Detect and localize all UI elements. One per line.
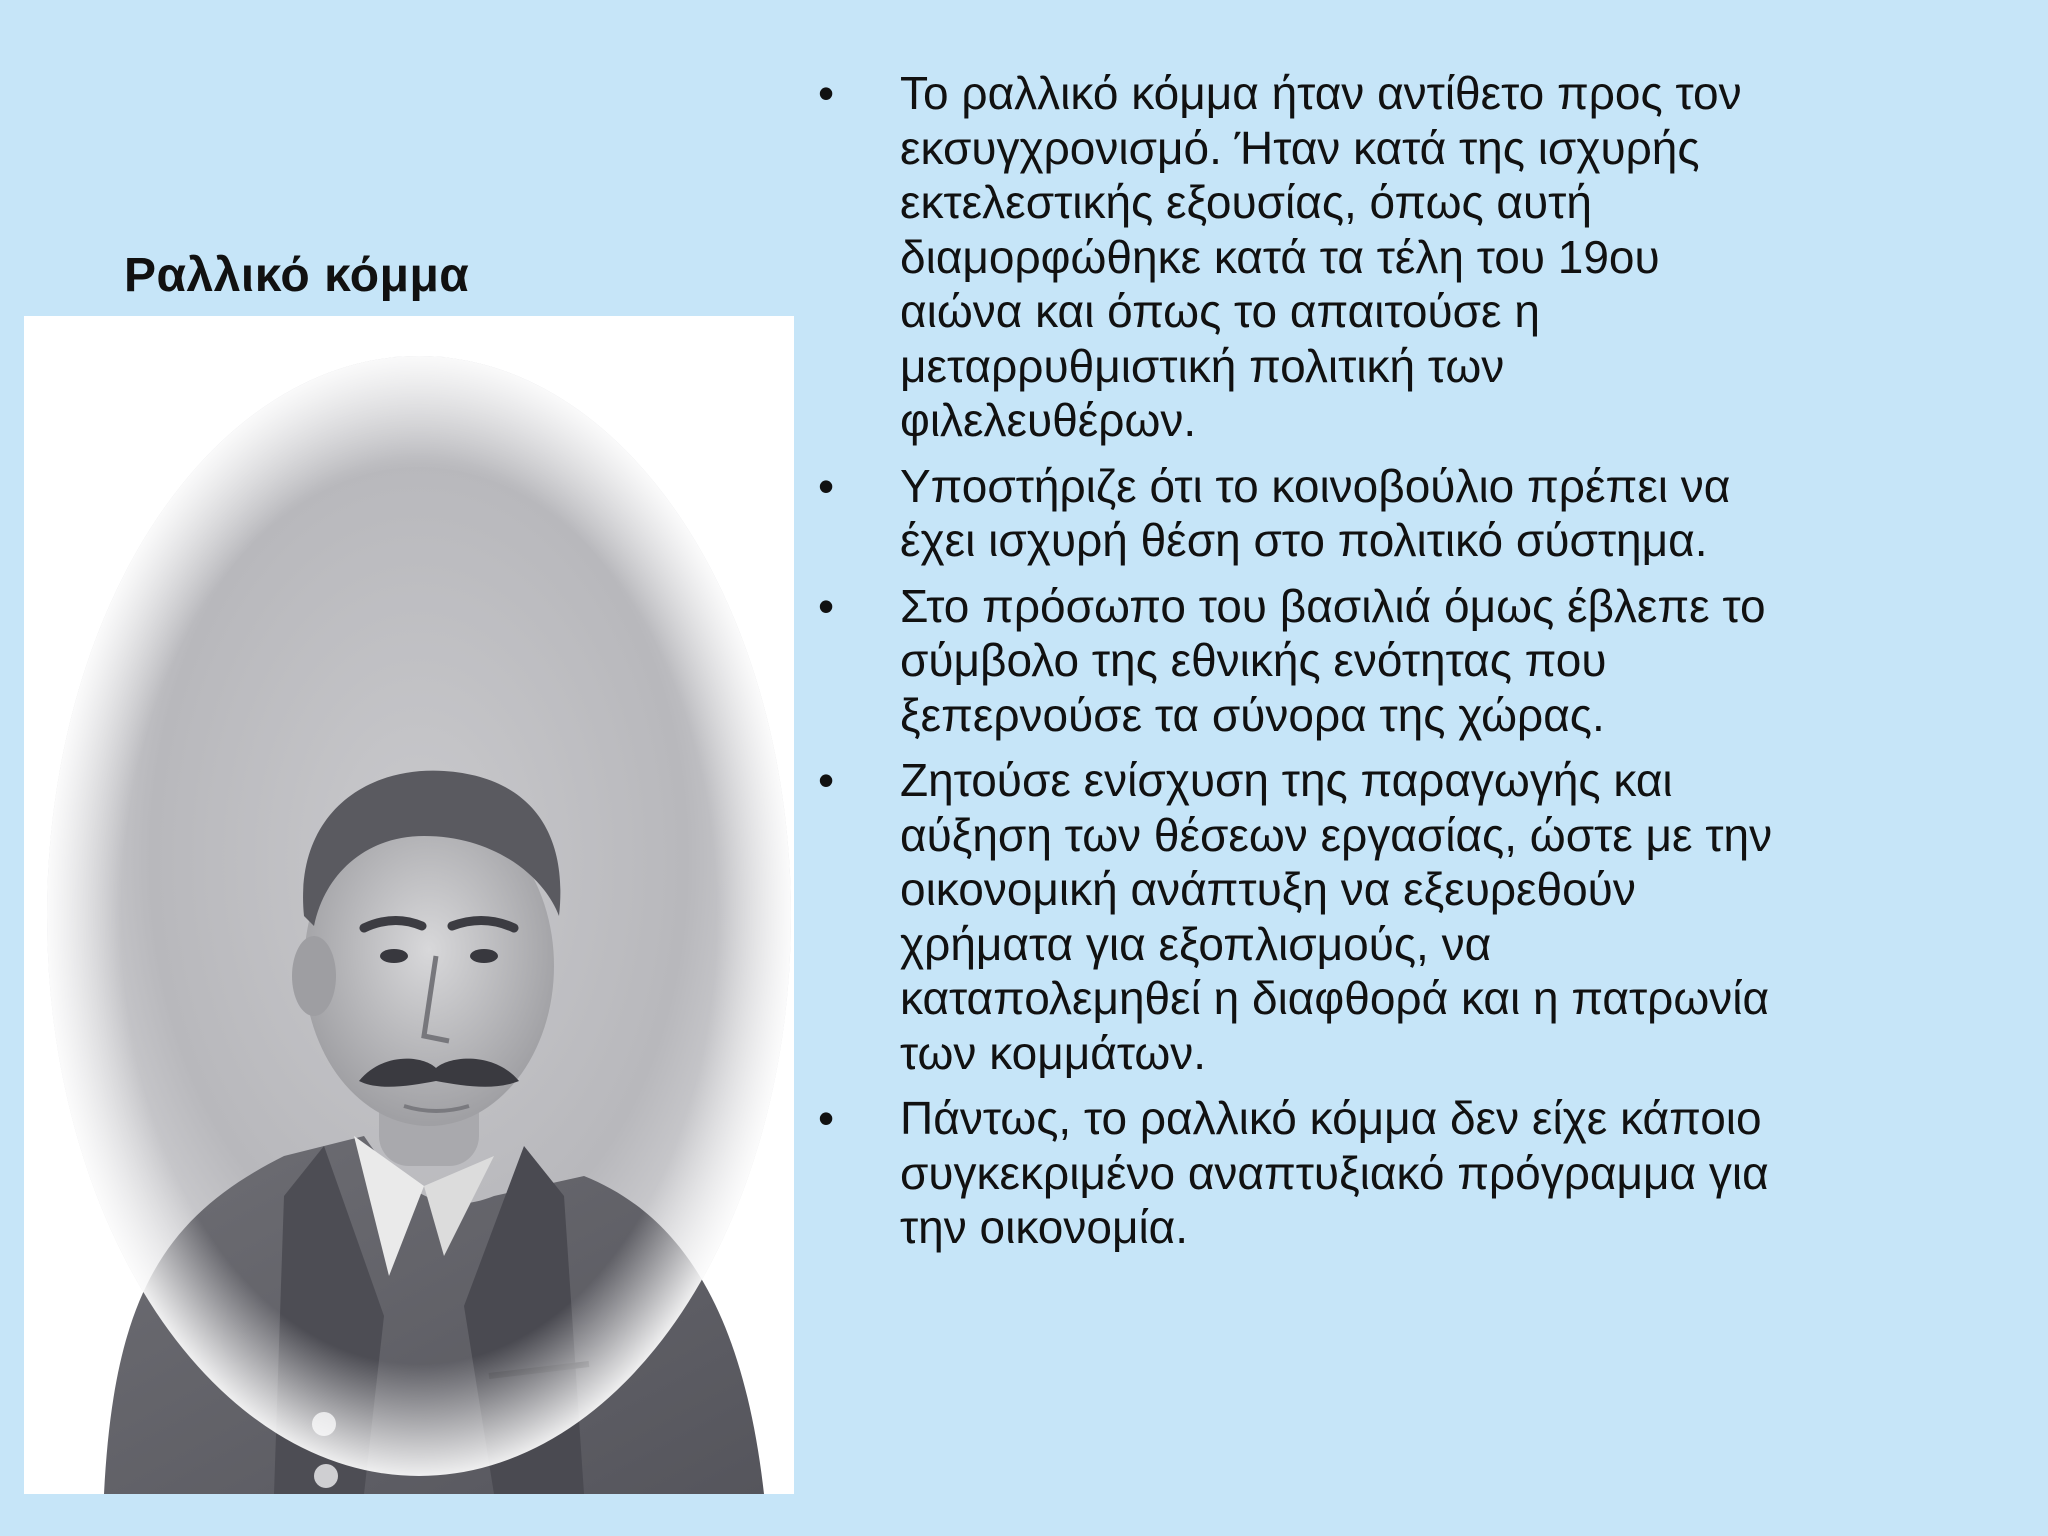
- bullet-line: διαμορφώθηκε κατά τα τέλη του 19ου: [900, 230, 1660, 283]
- bullet-line: μεταρρυθμιστική πολιτική των: [900, 339, 1505, 392]
- bullet-line: αιώνα και όπως το απαιτούσε η: [900, 285, 1540, 337]
- bullet-line: Υποστήριζε ότι το κοινοβούλιο πρέπει να: [900, 459, 1731, 512]
- bullet-line: Πάντως, το ραλλικό κόμμα δεν είχε κάποιο: [900, 1092, 1762, 1144]
- bullet-line: Ζητούσε ενίσχυση της παραγωγής και: [900, 754, 1673, 806]
- bullet-line: οικονομική ανάπτυξη να εξευρεθούν: [900, 863, 1636, 915]
- bullet-list: [818, 66, 2018, 1266]
- bullet-item: [818, 753, 2018, 1080]
- portrait-photo: [24, 316, 794, 1494]
- bullet-line: αύξηση των θέσεων εργασίας, ώστε με την: [900, 808, 1773, 861]
- portrait-illustration: [24, 316, 794, 1494]
- bullet-line: Το ραλλικό κόμμα ήταν αντίθετο προς τον: [900, 67, 1742, 119]
- bullet-line: την οικονομία.: [900, 1201, 1189, 1253]
- bullet-line: εκσυγχρονισμό. Ήταν κατά της ισχυρής: [900, 121, 1700, 174]
- bullet-line: Στο πρόσωπο του βασιλιά όμως έβλεπε το: [900, 579, 1766, 632]
- slide-title: Ραλλικό κόμμα: [124, 249, 470, 302]
- bullet-marker: •: [818, 459, 835, 512]
- bullet-marker: •: [818, 67, 835, 119]
- bullet-marker: •: [818, 1092, 835, 1144]
- bullet-line: εκτελεστικής εξουσίας, όπως αυτή: [900, 176, 1592, 228]
- bullet-line: φιλελευθέρων.: [900, 394, 1197, 446]
- bullet-item: [818, 1091, 2018, 1255]
- bullet-line: καταπολεμηθεί η διαφθορά και η πατρωνία: [900, 972, 1770, 1024]
- bullet-marker: •: [818, 754, 835, 806]
- bullet-item: [818, 579, 2018, 743]
- bullet-marker: •: [818, 579, 835, 632]
- bullet-line: των κομμάτων.: [900, 1026, 1207, 1079]
- bullet-line: σύμβολο της εθνικής ενότητας που: [900, 634, 1607, 686]
- bullet-line: έχει ισχυρή θέση στο πολιτικό σύστημα.: [900, 514, 1708, 566]
- bullet-line: συγκεκριμένο αναπτυξιακό πρόγραμμα για: [900, 1146, 1769, 1199]
- bullet-item: [818, 459, 2018, 568]
- bullet-item: [818, 66, 2018, 448]
- bullet-line: ξεπερνούσε τα σύνορα της χώρας.: [900, 688, 1605, 741]
- bullet-line: χρήματα για εξοπλισμούς, να: [900, 917, 1492, 970]
